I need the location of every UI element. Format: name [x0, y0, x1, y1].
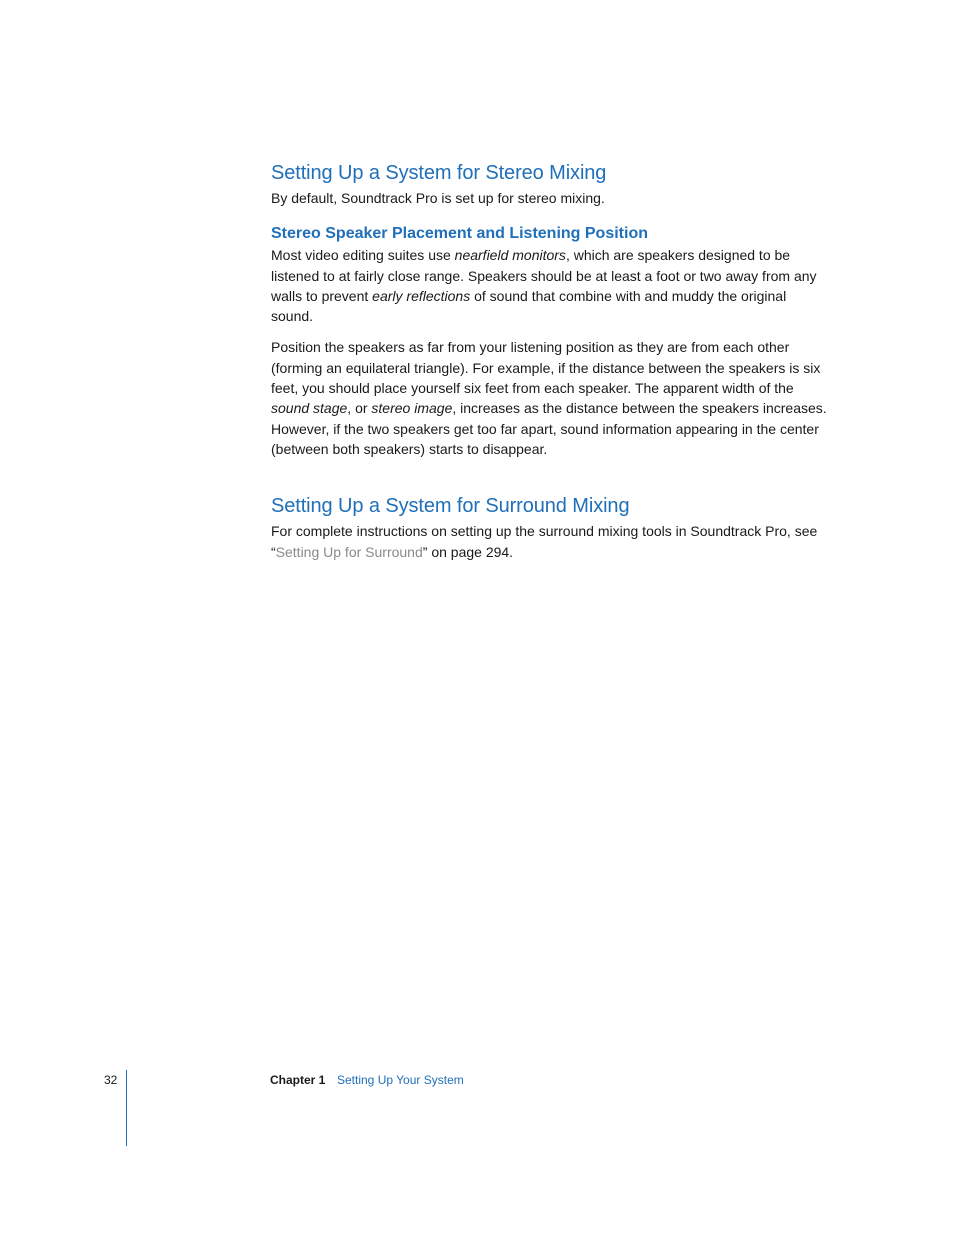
page-number: 32: [104, 1073, 118, 1087]
term-nearfield-monitors: nearfield monitors: [454, 247, 566, 264]
speaker-placement-paragraph-1: Most video editing suites use nearfield monitors, which are speakers designed to be listened to at fairly close range. Speakers should be at least a foot or two away from any walls to prevent early reflections of sound that combine with and muddy the original sound.: [271, 247, 817, 325]
term-early-reflections: early reflections: [372, 287, 471, 304]
surround-mixing-paragraph: For complete instructions on setting up the surround mixing tools in Soundtrack Pro, see “Setting Up for Surround” on page 294.: [271, 523, 818, 560]
page-footer: [0, 1070, 954, 1150]
section-title-stereo-mixing: Setting Up a System for Stereo Mixing: [271, 162, 607, 184]
term-sound-stage: sound stage: [271, 400, 348, 417]
page-content: [271, 160, 831, 562]
subsection-title-speaker-placement: Stereo Speaker Placement and Listening Position: [271, 225, 648, 243]
chapter-label: Chapter 1: [270, 1073, 326, 1087]
speaker-placement-paragraph-2: Position the speakers as far from your listening position as they are from each other (forming an equilateral triangle). For example, if the distance between the speakers is six feet, you should place yourself six feet from each speaker. The apparent width of the sound stage, or stereo image, increases as the distance between the speakers increases. However, if the two speakers get too far apart, sound information appearing in the center (between both speakers) starts to disappear.: [271, 339, 827, 457]
section-title-surround-mixing: Setting Up a System for Surround Mixing: [271, 495, 630, 518]
footer-divider: [126, 1070, 127, 1146]
cross-reference-link[interactable]: Setting Up for Surround: [275, 543, 423, 560]
chapter-title-link[interactable]: Setting Up Your System: [337, 1073, 464, 1087]
stereo-mixing-intro: By default, Soundtrack Pro is set up for stereo mixing.: [271, 190, 605, 206]
term-stereo-image: stereo image: [371, 400, 453, 417]
